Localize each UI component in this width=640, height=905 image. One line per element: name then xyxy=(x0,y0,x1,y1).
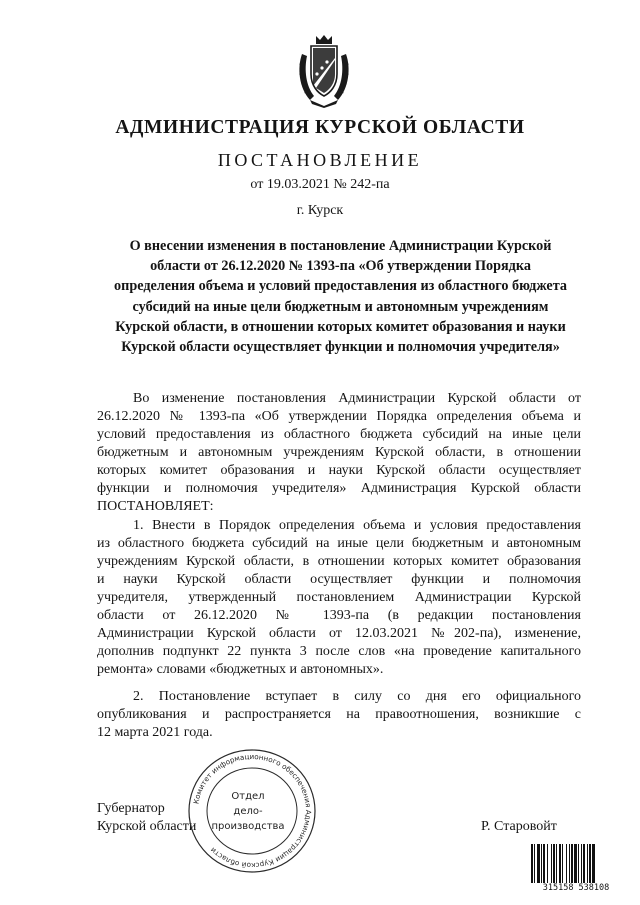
document-type: ПОСТАНОВЛЕНИЕ xyxy=(217,150,423,170)
text-line: учреждениям Курской области, в отношении которых комитет образования xyxy=(97,554,581,569)
barcode-bar xyxy=(531,844,533,884)
text-line: и науки Курской области осуществляет функции и полномочия xyxy=(97,572,581,587)
text-line: дополнив подпункт 22 пункта 3 после слов «на проведение капитального xyxy=(97,644,581,659)
text-line: 2. Постановление вступает в силу со дня его официального xyxy=(133,689,581,704)
office-stamp xyxy=(186,747,318,875)
barcode-bar xyxy=(566,844,567,884)
text-line: бюджетным и автономным учреждениям Курской области, в отношении xyxy=(97,445,581,460)
text-line: функции и полномочия учредителя» Администрация Курской области xyxy=(97,481,581,496)
city: г. Курск xyxy=(296,203,344,218)
item-1-paragraph xyxy=(97,517,581,679)
barcode-bar xyxy=(534,844,535,884)
authority-name: АДМИНИСТРАЦИЯ КУРСКОЙ ОБЛАСТИ xyxy=(115,117,525,138)
title-line: субсидий на иные цели бюджетным и автономным учреждениям xyxy=(132,298,549,315)
stamp-line: производства xyxy=(211,821,285,832)
text-line: условий предоставления из областного бюджета субсидий на иные цели xyxy=(97,427,581,442)
barcode-bar xyxy=(578,844,579,884)
barcode-bar xyxy=(574,844,577,884)
signatory-name: Р. Старовойт xyxy=(481,819,557,834)
title-line: определения объема и условий предоставления из областного бюджета xyxy=(114,278,567,295)
text-line: Во изменение постановления Администрации Курской области от xyxy=(133,391,581,406)
signatory-title-line: Курской области xyxy=(97,819,197,834)
preamble-paragraph xyxy=(97,390,581,516)
barcode-bar xyxy=(571,844,573,884)
text-line: области от 26.12.2020 № 1393-па (в редакции постановления xyxy=(97,608,581,623)
barcode-bar xyxy=(551,844,552,884)
barcode-bar xyxy=(559,844,561,884)
document-title xyxy=(96,236,585,357)
stamp-line: Отдел xyxy=(231,791,265,802)
barcode-bar xyxy=(543,844,545,884)
title-line: области от 26.12.2020 № 1393-па «Об утверждении Порядка xyxy=(150,258,531,275)
text-line: 26.12.2020 № 1393-па «Об утверждении Порядка определения объема и xyxy=(97,409,581,424)
barcode-number: 315158 538108 xyxy=(530,883,622,893)
stamp-ring-text: Комитет информационного обеспечения Администрации Курской области xyxy=(191,751,314,871)
title-line: Курской области осуществляет функции и полномочия учредителя» xyxy=(121,339,560,356)
item-2-paragraph xyxy=(97,688,581,742)
barcode-bar xyxy=(547,844,548,884)
text-line: 12 марта 2021 года. xyxy=(97,725,213,740)
text-line: из областного бюджета субсидий на иные цели бюджетным и автономным xyxy=(97,536,581,551)
coat-of-arms-icon xyxy=(296,34,352,108)
barcode-bar xyxy=(537,844,540,884)
text-line: которых комитет образования и науки Курской области осуществляет xyxy=(97,463,581,478)
signatory-title-line: Губернатор xyxy=(97,801,165,816)
barcode-bar xyxy=(589,844,591,884)
text-line: Администрации Курской области от 12.03.2021 №202-па), изменение, xyxy=(97,626,581,641)
text-line: ремонта» словами «бюджетных и автономных». xyxy=(97,662,384,677)
barcode-bar xyxy=(562,844,563,884)
barcode-bar xyxy=(556,844,557,884)
barcode-bar xyxy=(587,844,588,884)
document-date-number: от 19.03.2021 № 242-па xyxy=(250,177,390,192)
text-line: учредителя, утвержденный постановлением Администрации Курской xyxy=(97,590,581,605)
barcode-bar xyxy=(581,844,582,884)
barcode-bar xyxy=(592,844,595,884)
barcode-bar xyxy=(541,844,542,884)
barcode-bar xyxy=(553,844,555,884)
title-line: О внесении изменения в постановление Администрации Курской xyxy=(129,238,552,254)
text-line: 1. Внести в Порядок определения объема и условия предоставления xyxy=(133,518,581,533)
stamp-line: дело- xyxy=(233,806,263,817)
text-line: ПОСТАНОВЛЯЕТ: xyxy=(97,499,214,514)
barcode-bar xyxy=(569,844,570,884)
signatory-title xyxy=(97,800,196,836)
barcode-bar xyxy=(583,844,585,884)
text-line: опубликования и распространяется на правоотношения, возникшие с xyxy=(97,707,581,722)
title-line: Курской области, в отношении которых комитет образования и науки xyxy=(115,318,566,335)
